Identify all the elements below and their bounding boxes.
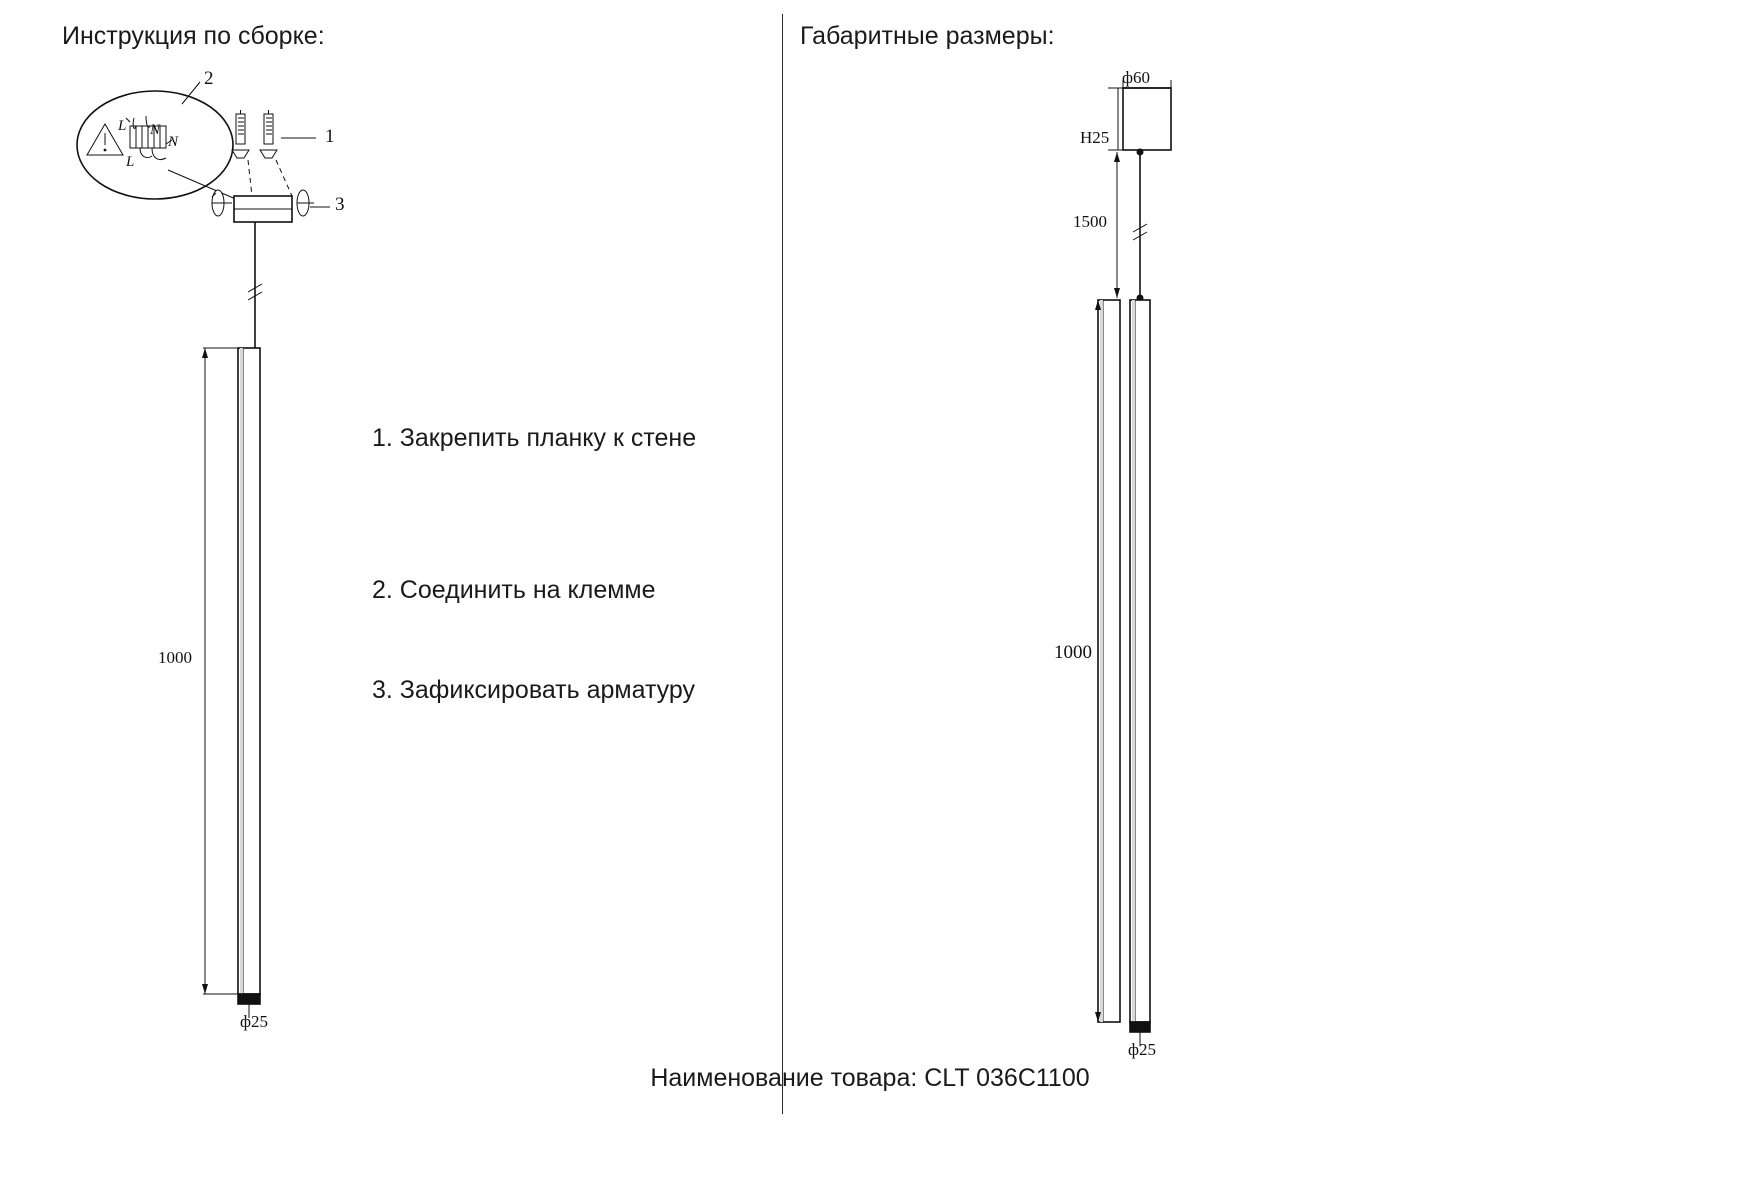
terminal-label-N-top: N [150,122,161,138]
canopy-box [1123,88,1171,150]
callout-label-3: 3 [335,194,345,215]
assembly-section-title: Инструкция по сборке: [62,22,325,50]
step-2-text: 2. Соединить на клемме [372,576,656,604]
callout-label-1: 1 [325,126,335,147]
terminal-label-L-bottom: L [126,154,135,170]
body-length-dimension: 1000 [1054,642,1092,663]
canopy-diameter-dimension: ф60 [1122,68,1151,87]
assembly-length-dimension: 1000 [158,648,192,667]
callout-label-2: 2 [204,68,214,89]
assembly-diameter-dimension: ф25 [240,1012,269,1031]
step-1-text: 1. Закрепить планку к стене [372,424,697,452]
step-3-text: 3. Зафиксировать арматуру [372,676,696,704]
cable-length-dimension: 1500 [1073,212,1107,231]
tube-bottom-cap-right [1130,1022,1150,1032]
canopy-height-dimension: H25 [1080,128,1110,147]
body-diameter-dimension: ф25 [1128,1040,1157,1059]
product-name-label: Наименование товара: CLT 036C1100 [650,1064,1090,1092]
dimensions-section-title: Габаритные размеры: [800,22,1055,50]
terminal-label-L-top: L [118,118,127,134]
terminal-label-N-bottom: N [168,134,179,150]
tube-body-right [1098,300,1120,1022]
